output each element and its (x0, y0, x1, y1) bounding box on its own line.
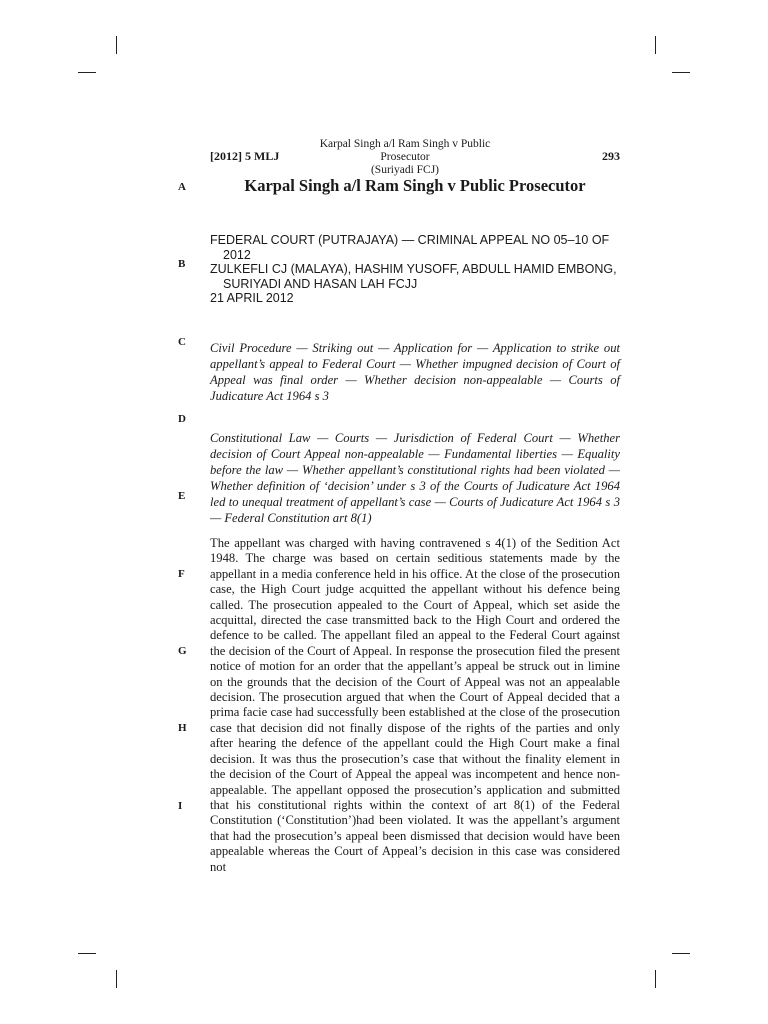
running-title-line-2: (Suriyadi FCJ) (370, 164, 440, 176)
margin-letter-a: A (178, 181, 186, 193)
margin-letter-i: I (178, 800, 183, 812)
margin-letter-h: H (178, 722, 187, 734)
crop-mark-top-left-vertical (116, 36, 117, 54)
running-title-line-1: Karpal Singh a/l Ram Singh v Public Prosecutor (319, 138, 491, 163)
crop-mark-top-right-vertical (655, 36, 656, 54)
case-title: Karpal Singh a/l Ram Singh v Public Prosecutor (244, 176, 586, 195)
header-running-title (300, 138, 510, 177)
header-page-number: 293 (602, 149, 620, 163)
date-line: 21 APRIL 2012 (210, 291, 294, 305)
margin-letter-b: B (178, 258, 186, 270)
court-line: FEDERAL COURT (PUTRAJAYA) — CRIMINAL APPEAL NO 05–10 OF 2012 (210, 233, 610, 262)
margin-letter-g: G (178, 645, 187, 657)
court-info (210, 233, 620, 306)
crop-mark-top-right-horizontal (672, 72, 690, 73)
judges-line: ZULKEFLI CJ (MALAYA), HASHIM YUSOFF, ABDULL HAMID EMBONG, SURIYADI AND HASAN LAH FCJJ (210, 262, 617, 291)
crop-mark-bottom-left-vertical (116, 970, 117, 988)
headnote-body-paragraph: The appellant was charged with having contravened s 4(1) of the Sedition Act 1948. The charge was based on certain seditious statements made by the appellant in a media conference held in his office. At the close of the prosecution case, the High Court judge acquitted the appellant without his defence being called. The prosecution appealed to the Court of Appeal, which set aside the acquittal, directed the case transmitted back to the High Court and ordered the defence to be called. The appellant filed an appeal to the Federal Court against the decision of the Court of Appeal. In response the prosecution filed the present notice of motion for an order that the appellant’s appeal be struck out in limine on the grounds that the decision of the Court of Appeal was not an appealable decision. The prosecution argued that when the Court of Appeal decided that a prima facie case had successfully been established at the close of the prosecution case that decision did not finally dispose of the rights of the parties and only after hearing the defence of the appellant could the High Court make a final decision. It was thus the prosecution’s case that without the finality element in the decision of the Court of Appeal the appeal was incompetent and hence non-appealable. The appellant opposed the prosecution’s application and submitted that his constitutional rights within the context of art 8(1) of the Federal Constitution (‘Constitution’)had been violated. It was the appellant’s argument that had the prosecution’s appeal been dismissed that decision would have been appealable whereas the Court of Appeal’s decision in this case was considered not (210, 536, 620, 874)
margin-letter-d: D (178, 413, 186, 425)
margin-letter-e: E (178, 490, 186, 502)
crop-mark-bottom-left-horizontal (78, 953, 96, 954)
crop-mark-top-left-horizontal (78, 72, 96, 73)
header-citation: [2012] 5 MLJ (210, 149, 280, 163)
crop-mark-bottom-right-vertical (655, 970, 656, 988)
crop-mark-bottom-right-horizontal (672, 953, 690, 954)
margin-letter-c: C (178, 336, 186, 348)
catchword-civil-procedure: Civil Procedure — Striking out — Application for — Application to strike out appellant’s appeal to Federal Court — Whether impugned decision of Court of Appeal was final order — Whether decision non-appealable — Courts of Judicature Act 1964 s 3 (210, 341, 620, 403)
margin-letter-f: F (178, 568, 185, 580)
catchword-constitutional-law: Constitutional Law — Courts — Jurisdiction of Federal Court — Whether decision of Court Appeal non-appealable — Fundamental liberties — Equality before the law — Whether appellant’s constitutional rights had been violated — Whether definition of ‘decision’ under s 3 of the Courts of Judicature Act 1964 led to unequal treatment of appellant’s case — Courts of Judicature Act 1964 s 3 — Federal Constitution art 8(1) (210, 431, 620, 525)
